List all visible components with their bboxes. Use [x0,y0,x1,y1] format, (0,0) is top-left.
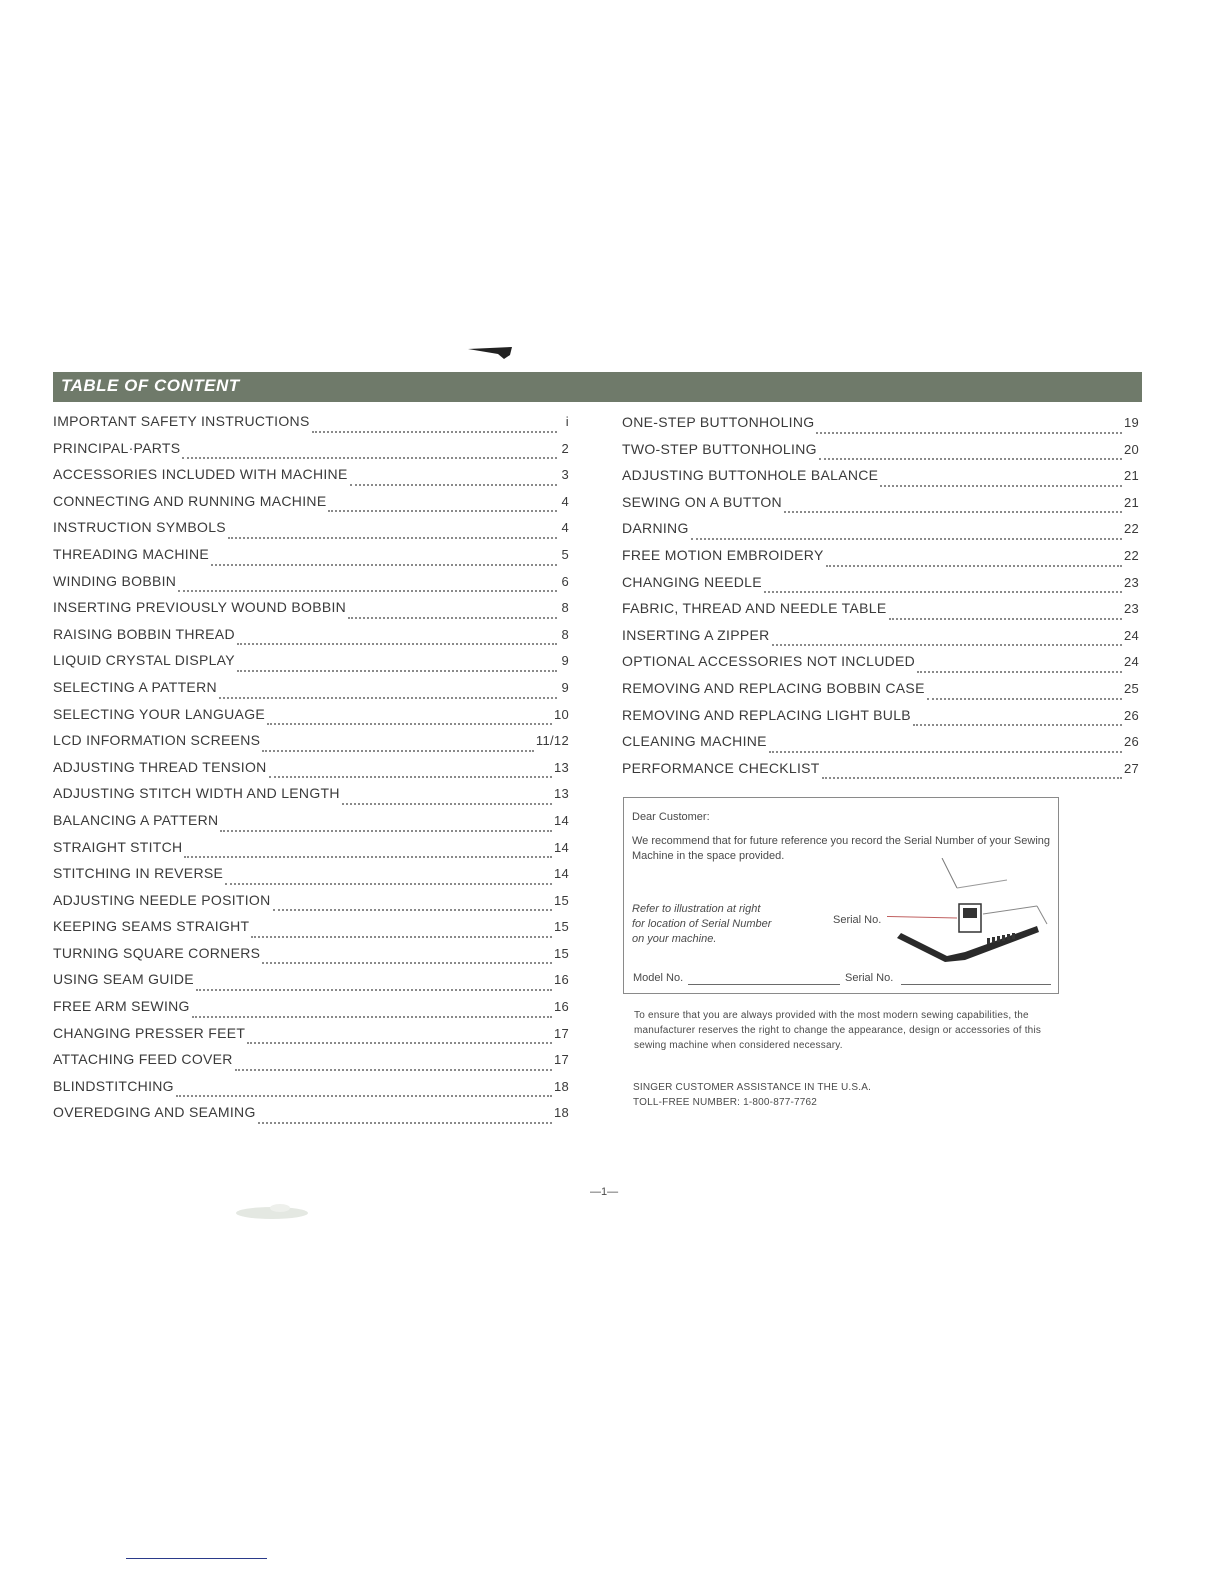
toc-entry-page: 9 [561,653,569,669]
toc-dot-leader [826,565,1122,567]
toc-dot-leader [192,1016,552,1018]
toc-entry-title: FREE ARM SEWING [53,998,190,1015]
toc-entry-page: 8 [561,626,569,642]
toc-entry-page: 24 [1123,654,1139,670]
toc-entry-title: FREE MOTION EMBROIDERY [622,546,824,563]
toc-entry [53,971,569,998]
toc-entry-title: SELECTING A PATTERN [53,678,217,695]
toc-entry-title: ADJUSTING NEEDLE POSITION [53,891,271,908]
toc-entry [53,998,569,1025]
toc-dot-leader [348,617,557,619]
toc-entry-page: 20 [1123,441,1139,457]
customer-assistance [633,1080,871,1110]
refer-illustration-note: Refer to illustration at right for location of Serial Number on your machine. [632,903,772,945]
toc-dot-leader [880,485,1122,487]
toc-dot-leader [769,751,1122,753]
toc-entry-page: 15 [553,919,569,935]
toc-entry [53,652,569,679]
toc-entry [53,892,569,919]
toc-dot-leader [182,457,557,459]
toc-dot-leader [237,643,557,645]
toc-entry-title: ADJUSTING STITCH WIDTH AND LENGTH [53,785,340,802]
toc-entry [53,1051,569,1078]
toc-entry-title: PRINCIPAL·PARTS [53,439,181,456]
toc-entry-title: CHANGING NEEDLE [622,573,762,590]
assistance-line-1: SINGER CUSTOMER ASSISTANCE IN THE U.S.A. [633,1082,872,1093]
toc-entry-page: 10 [553,706,569,722]
toc-dot-leader [819,458,1122,460]
toc-entry-title: CLEANING MACHINE [622,733,767,750]
toc-entry-page: 4 [561,493,569,509]
toc-entry-title: FABRIC, THREAD AND NEEDLE TABLE [622,600,887,617]
toc-entry-page: 18 [553,1105,569,1121]
scan-smudge [232,1200,312,1222]
toc-entry [53,1104,569,1131]
toc-dot-leader [917,671,1122,673]
toc-entry-page: 14 [553,866,569,882]
toc-entry [53,759,569,786]
toc-dot-leader [211,564,557,566]
toc-dot-leader [178,590,557,592]
toc-dot-leader [176,1095,552,1097]
toc-entry [622,760,1139,787]
toc-entry [53,626,569,653]
toc-entry [53,599,569,626]
toc-entry-page: 15 [553,892,569,908]
toc-dot-leader [196,989,552,991]
toc-entry-page: 22 [1123,547,1139,563]
toc-dot-leader [220,830,551,832]
toc-dot-leader [764,591,1122,593]
toc-entry-title: DARNING [622,520,689,537]
toc-entry-page: 22 [1123,521,1139,537]
toc-right-column [622,414,1139,786]
toc-entry-title: IMPORTANT SAFETY INSTRUCTIONS [53,413,310,429]
toc-entry-page: 2 [561,440,569,456]
toc-dot-leader [342,803,552,805]
toc-entry-page: 21 [1123,468,1139,484]
toc-entry [622,441,1139,468]
toc-dot-leader [237,670,557,672]
toc-entry-title: LCD INFORMATION SCREENS [53,732,261,749]
toc-dot-leader [889,618,1122,620]
toc-dot-leader [816,432,1121,434]
toc-dot-leader [225,883,552,885]
toc-entry [622,520,1139,547]
toc-entry-title: USING SEAM GUIDE [53,971,194,988]
toc-entry-title: INSERTING PREVIOUSLY WOUND BOBBIN [53,599,347,616]
toc-entry-title: ACCESSORIES INCLUDED WITH MACHINE [53,466,348,483]
toc-dot-leader [251,936,552,938]
machine-serial-location-illustration [887,858,1057,968]
toc-dot-leader [312,431,557,433]
serial-callout-label: Serial No. [833,914,882,926]
serial-number-label: Serial No. [845,972,894,984]
toc-dot-leader [350,484,557,486]
customer-greeting: Dear Customer: [632,811,710,823]
serial-number-line [901,984,1051,985]
toc-entry [53,812,569,839]
toc-entry-title: STRAIGHT STITCH [53,838,183,855]
toc-entry [53,706,569,733]
toc-entry-title: STITCHING IN REVERSE [53,865,224,882]
toc-entry [622,600,1139,627]
toc-entry-title: BALANCING A PATTERN [53,811,219,828]
toc-entry-page: 25 [1123,680,1139,696]
toc-entry [53,945,569,972]
toc-dot-leader [219,697,557,699]
toc-entry-title: LIQUID CRYSTAL DISPLAY [53,652,235,669]
toc-dot-leader [235,1069,552,1071]
toc-entry [622,574,1139,601]
toc-entry [622,627,1139,654]
toc-entry-page: 26 [1123,707,1139,723]
toc-entry-title: INSTRUCTION SYMBOLS [53,519,226,536]
toc-entry [53,573,569,600]
toc-entry-page: 13 [553,759,569,775]
toc-dot-leader [913,724,1122,726]
toc-entry-title: ADJUSTING THREAD TENSION [53,758,267,775]
toc-entry-title: CHANGING PRESSER FEET [53,1024,246,1041]
toc-entry-title: PERFORMANCE CHECKLIST [622,759,820,776]
toc-entry-title: ADJUSTING BUTTONHOLE BALANCE [622,467,879,484]
toc-dot-leader [262,750,534,752]
toc-entry-title: TWO-STEP BUTTONHOLING [622,440,817,457]
toc-entry-title: BLINDSTITCHING [53,1077,174,1094]
toc-entry-page: 24 [1123,627,1139,643]
binder-clip-mark [468,347,512,359]
toc-entry-page: 26 [1123,734,1139,750]
toc-entry-title: INSERTING A ZIPPER [622,626,770,643]
toc-entry [622,733,1139,760]
toc-entry [53,519,569,546]
toc-entry-title: ATTACHING FEED COVER [53,1051,233,1068]
toc-entry-page: 16 [553,999,569,1015]
toc-header-title: TABLE OF CONTENT [61,376,240,395]
toc-entry-page: 15 [553,945,569,961]
toc-entry [622,653,1139,680]
toc-entry [53,679,569,706]
toc-entry-page: 27 [1123,760,1139,776]
toc-entry-page: 8 [561,600,569,616]
toc-entry-page: 23 [1123,601,1139,617]
toc-entry-page: i [565,414,569,429]
toc-header-bar [53,372,1142,402]
toc-entry-title: OPTIONAL ACCESSORIES NOT INCLUDED [622,653,916,670]
toc-entry [53,785,569,812]
toc-entry-title: OVEREDGING AND SEAMING [53,1104,256,1121]
toc-dot-leader [784,511,1122,513]
toc-entry [53,1025,569,1052]
toc-entry [622,680,1139,707]
toc-entry-page: 14 [553,812,569,828]
toc-dot-leader [691,538,1122,540]
toc-entry [53,440,569,467]
toc-entry [622,414,1139,441]
toc-entry [622,467,1139,494]
toc-dot-leader [247,1042,552,1044]
toc-dot-leader [273,909,552,911]
toc-entry-page: 3 [561,467,569,483]
toc-entry [53,466,569,493]
toc-entry [622,707,1139,734]
toc-entry-title: CONNECTING AND RUNNING MACHINE [53,492,327,509]
toc-dot-leader [772,644,1122,646]
toc-entry-page: 9 [561,679,569,695]
toc-entry-title: WINDING BOBBIN [53,572,177,589]
toc-entry-page: 4 [561,520,569,536]
toc-entry [622,494,1139,521]
toc-entry-page: 5 [561,546,569,562]
toc-dot-leader [184,856,551,858]
toc-entry-page: 13 [553,786,569,802]
toc-entry [53,546,569,573]
customer-instruction-text: We recommend that for future reference you record the Serial Number of your Sewing Machine in the space provided. [632,835,1050,862]
toc-entry-title: REMOVING AND REPLACING LIGHT BULB [622,706,911,723]
serial-number-record-box [623,797,1059,994]
page-number: —1— [590,1186,619,1198]
model-number-label: Model No. [633,972,684,984]
toc-entry-page: 6 [561,573,569,589]
toc-entry-title: ONE-STEP BUTTONHOLING [622,414,815,430]
toc-entry [53,732,569,759]
toc-entry-title: SELECTING YOUR LANGUAGE [53,705,266,722]
toc-entry-title: THREADING MACHINE [53,545,209,562]
toc-entry [53,839,569,866]
assistance-phone: TOLL-FREE NUMBER: 1-800-877-7762 [633,1097,818,1108]
disclaimer-text: To ensure that you are always provided with the most modern sewing capabilities, the manufacturer reserves the right to change the appearance, design or accessories of this sewing machine when considered necessary. [634,1010,1042,1051]
toc-entry-page: 23 [1123,574,1139,590]
toc-entry-page: 17 [553,1025,569,1041]
toc-dot-leader [258,1122,552,1124]
model-number-line [688,984,840,985]
toc-entry-title: SEWING ON A BUTTON [622,493,782,510]
toc-entry-title: KEEPING SEAMS STRAIGHT [53,918,250,935]
toc-entry [53,413,569,440]
toc-entry-title: TURNING SQUARE CORNERS [53,944,261,961]
toc-entry-page: 16 [553,972,569,988]
toc-dot-leader [228,537,557,539]
toc-dot-leader [927,698,1122,700]
toc-entry [53,865,569,892]
toc-dot-leader [269,776,552,778]
toc-entry [53,493,569,520]
toc-entry-page: 19 [1123,415,1139,430]
toc-entry-page: 21 [1123,494,1139,510]
toc-entry [53,1078,569,1105]
toc-entry-page: 14 [553,839,569,855]
toc-dot-leader [262,962,552,964]
toc-entry-page: 17 [553,1052,569,1068]
toc-entry-title: RAISING BOBBIN THREAD [53,625,235,642]
toc-dot-leader [822,777,1122,779]
toc-entry-page: 18 [553,1078,569,1094]
bottom-rule [126,1558,267,1559]
toc-entry-page: 11/12 [535,733,569,749]
toc-entry [53,918,569,945]
toc-dot-leader [328,510,557,512]
toc-dot-leader [267,723,552,725]
toc-entry-title: REMOVING AND REPLACING BOBBIN CASE [622,679,925,696]
toc-entry [622,547,1139,574]
toc-left-column [53,413,569,1131]
